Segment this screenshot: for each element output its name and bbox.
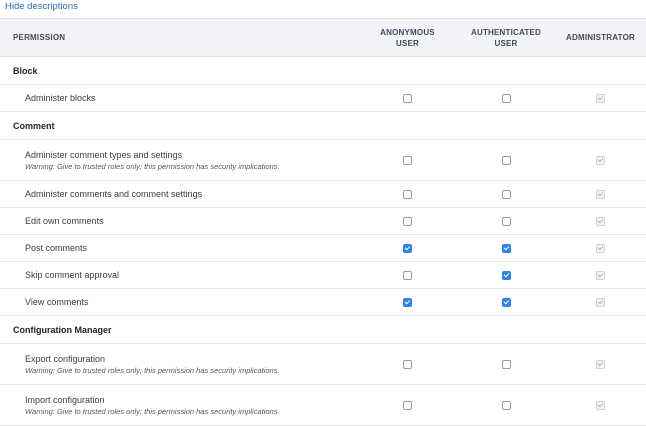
module-name: Comment (0, 112, 646, 140)
permission-label: Export configuration (25, 353, 106, 364)
permission-cell (0, 181, 358, 208)
permission-row (0, 262, 646, 289)
authenticated-checkbox[interactable] (502, 360, 511, 369)
column-header-permission: PERMISSION (0, 19, 358, 57)
permission-label: Skip comment approval (25, 270, 120, 280)
column-header-anonymous-line1: ANONYMOUS (380, 27, 435, 37)
administrator-permission-cell (555, 344, 646, 385)
permission-warning: Warning: Give to trusted roles only; this permission has security implications. (25, 161, 280, 171)
permission-cell (0, 262, 358, 289)
permission-row (0, 289, 646, 316)
anonymous-permission-cell (358, 181, 457, 208)
permission-label: Import configuration (25, 394, 105, 405)
permission-label: Edit own comments (25, 216, 104, 226)
permission-label: Administer comment types and settings (25, 149, 183, 160)
permission-row (0, 140, 646, 181)
permission-cell (0, 235, 358, 262)
permission-cell (0, 85, 358, 112)
permission-cell (0, 344, 358, 385)
authenticated-checkbox[interactable] (502, 217, 511, 226)
anonymous-permission-cell (358, 140, 457, 181)
authenticated-permission-cell (457, 385, 555, 426)
authenticated-checkbox[interactable] (502, 271, 511, 280)
authenticated-checkbox[interactable] (502, 156, 511, 165)
column-header-authenticated-line2: USER (494, 38, 518, 48)
permission-label: Administer blocks (25, 93, 96, 103)
authenticated-permission-cell (457, 262, 555, 289)
module-row (0, 57, 646, 85)
anonymous-checkbox[interactable] (403, 360, 412, 369)
permission-cell (0, 208, 358, 235)
anonymous-permission-cell (358, 344, 457, 385)
anonymous-permission-cell (358, 85, 457, 112)
administrator-checkbox (596, 271, 605, 280)
administrator-permission-cell (555, 235, 646, 262)
anonymous-checkbox[interactable] (403, 156, 412, 165)
permission-label: Administer comments and comment settings (25, 189, 203, 199)
administrator-permission-cell (555, 181, 646, 208)
anonymous-permission-cell (358, 235, 457, 262)
authenticated-checkbox[interactable] (502, 244, 511, 253)
authenticated-checkbox[interactable] (502, 298, 511, 307)
anonymous-checkbox[interactable] (403, 401, 412, 410)
anonymous-permission-cell (358, 208, 457, 235)
authenticated-permission-cell (457, 140, 555, 181)
administrator-checkbox (596, 401, 605, 410)
column-header-anonymous-user (358, 19, 457, 57)
permissions-table (0, 18, 646, 426)
anonymous-checkbox[interactable] (403, 271, 412, 280)
module-name: Configuration Manager (0, 316, 646, 344)
table-header-row (0, 19, 646, 57)
authenticated-permission-cell (457, 235, 555, 262)
column-header-authenticated-user (457, 19, 555, 57)
anonymous-permission-cell (358, 262, 457, 289)
administrator-permission-cell (555, 385, 646, 426)
permission-warning: Warning: Give to trusted roles only; this permission has security implications. (25, 406, 280, 416)
anonymous-permission-cell (358, 289, 457, 316)
administrator-checkbox (596, 360, 605, 369)
administrator-permission-cell (555, 140, 646, 181)
module-row (0, 112, 646, 140)
authenticated-checkbox[interactable] (502, 190, 511, 199)
anonymous-checkbox[interactable] (403, 244, 412, 253)
anonymous-permission-cell (358, 385, 457, 426)
anonymous-checkbox[interactable] (403, 217, 412, 226)
column-header-authenticated-line1: AUTHENTICATED (470, 27, 541, 37)
module-row (0, 316, 646, 344)
permission-row (0, 235, 646, 262)
administrator-checkbox (596, 156, 605, 165)
hide-descriptions-link[interactable]: Hide descriptions (5, 1, 78, 12)
module-name: Block (0, 57, 646, 85)
permission-row (0, 344, 646, 385)
administrator-permission-cell (555, 208, 646, 235)
administrator-permission-cell (555, 289, 646, 316)
authenticated-checkbox[interactable] (502, 401, 511, 410)
administrator-permission-cell (555, 262, 646, 289)
authenticated-permission-cell (457, 85, 555, 112)
permission-label: Post comments (25, 243, 88, 253)
column-header-anonymous-line2: USER (395, 38, 420, 48)
permission-warning: Warning: Give to trusted roles only; this permission has security implications. (25, 365, 280, 375)
permission-row (0, 181, 646, 208)
administrator-checkbox (596, 217, 605, 226)
administrator-checkbox (596, 244, 605, 253)
permission-row (0, 85, 646, 112)
permission-row (0, 385, 646, 426)
authenticated-permission-cell (457, 208, 555, 235)
permission-cell (0, 289, 358, 316)
permission-cell (0, 140, 358, 181)
anonymous-checkbox[interactable] (403, 190, 412, 199)
administrator-checkbox (596, 190, 605, 199)
authenticated-permission-cell (457, 181, 555, 208)
authenticated-checkbox[interactable] (502, 94, 511, 103)
permission-cell (0, 385, 358, 426)
anonymous-checkbox[interactable] (403, 94, 412, 103)
column-header-administrator: ADMINISTRATOR (555, 19, 646, 57)
administrator-checkbox (596, 94, 605, 103)
anonymous-checkbox[interactable] (403, 298, 412, 307)
administrator-checkbox (596, 298, 605, 307)
authenticated-permission-cell (457, 344, 555, 385)
permissions-table-body (0, 57, 646, 426)
administrator-permission-cell (555, 85, 646, 112)
permission-label: View comments (25, 297, 89, 307)
permission-row (0, 208, 646, 235)
authenticated-permission-cell (457, 289, 555, 316)
